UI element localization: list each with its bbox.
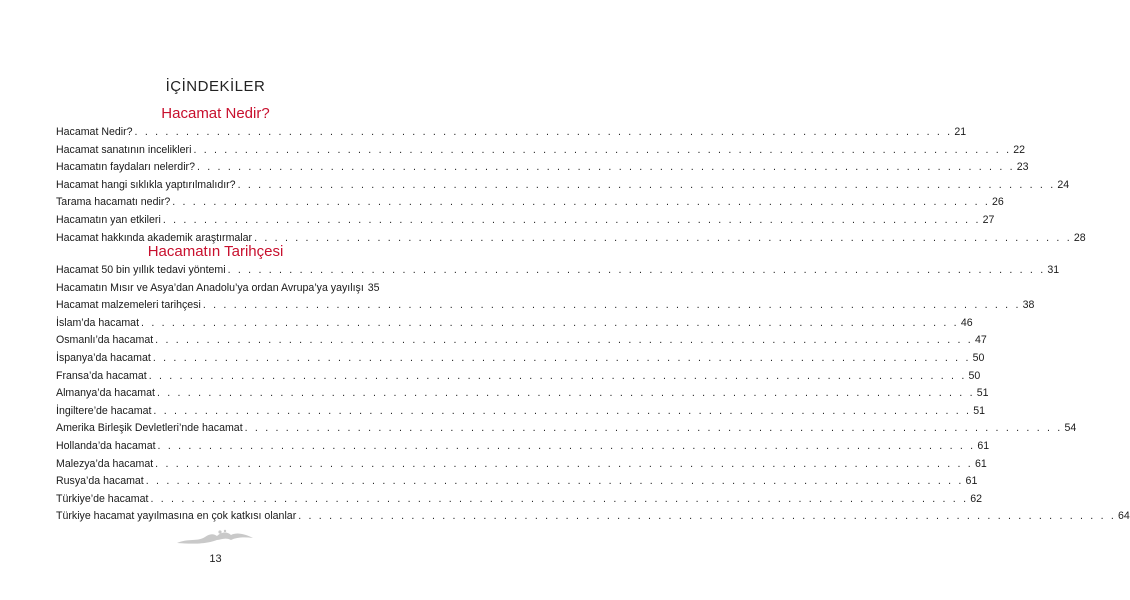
toc-entry-title: Hacamatın Mısır ve Asya’dan Anadolu’ya ordan Avrupa’ya yayılışı — [56, 281, 364, 294]
toc-entry-page: 21 — [954, 126, 967, 138]
toc-entry-title: Hacamatın faydaları nelerdir? — [56, 161, 195, 174]
toc-entry-title: Hacamat hakkında akademik araştırmalar — [56, 231, 253, 244]
toc-leader-dots: . . . . . . . . . . . . . . . . . . . . . . . . . . . . . . . . . . . . . . . . . . . . . . . . . . . . . . . . . . . . . . . . . . . . . . . . . . . . . . . . — [134, 126, 953, 138]
section-heading-hacamat-nedir: Hacamat Nedir? — [161, 105, 270, 122]
toc-entry — [56, 280, 380, 298]
toc-leader-dots: . . . . . . . . . . . . . . . . . . . . . . . . . . . . . . . . . . . . . . . . . . . . . . . . . . . . . . . . . . . . . . . . . . . . . . . . . . . . . . . . — [141, 316, 959, 329]
toc-entry — [56, 403, 985, 421]
toc-entry — [56, 194, 1004, 212]
toc-entry-page: 61 — [965, 475, 978, 488]
toc-entry — [56, 297, 1035, 315]
toc-leader-dots: . . . . . . . . . . . . . . . . . . . . . . . . . . . . . . . . . . . . . . . . . . . . . . . . . . . . . . . . . . . . . . . . . . . . . . . . . . . . . . . . — [148, 369, 967, 382]
toc-entry-title: Hacamat 50 bin yıllık tedavi yöntemi — [56, 264, 226, 276]
toc-entry — [56, 456, 987, 474]
toc-entry-title: Rusya’da hacamat — [56, 475, 144, 488]
toc-entry-page: 51 — [976, 387, 989, 400]
toc-entry — [56, 124, 967, 142]
toc-entry — [56, 177, 1070, 195]
toc-leader-dots: . . . . . . . . . . . . . . . . . . . . . . . . . . . . . . . . . . . . . . . . . . . . . . . . . . . . . . . . . . . . . . . . . . . . . . . . . . . . . . . . — [227, 264, 1046, 276]
toc-leader-dots: . . . . . . . . . . . . . . . . . . . . . . . . . . . . . . . . . . . . . . . . . . . . . . . . . . . . . . . . . . . . . . . . . . . . . . . . . . . . . . . . — [298, 510, 1117, 523]
decorative-swirl-icon — [175, 528, 255, 548]
toc-entry-page: 27 — [982, 213, 995, 226]
toc-entry-title: Amerika Birleşik Devletleri’nde hacamat — [56, 422, 243, 435]
toc-entry-page: 23 — [1016, 161, 1029, 174]
toc-entry-title: Türkiye’de hacamat — [56, 492, 149, 505]
toc-leader-dots: . . . . . . . . . . . . . . . . . . . . . . . . . . . . . . . . . . . . . . . . . . . . . . . . . . . . . . . . . . . . . . . . . . . . . . . . . . . . . . . . — [162, 213, 981, 226]
toc-entry-title: Hacamat malzemeleri tarihçesi — [56, 299, 201, 312]
toc-entry — [56, 212, 995, 230]
toc-entry-title: Malezya’da hacamat — [56, 457, 154, 470]
toc-leader-dots: . . . . . . . . . . . . . . . . . . . . . . . . . . . . . . . . . . . . . . . . . . . . . . . . . . . . . . . . . . . . . . . . . . . . . . . . . . . . . . . . — [196, 161, 1015, 174]
toc-entry-page: 26 — [992, 196, 1004, 209]
toc-entry — [56, 142, 1026, 160]
toc-entry-title: Almanya’da hacamat — [56, 387, 155, 400]
toc-entry-page: 61 — [977, 439, 990, 452]
toc-leader-dots: . . . . . . . . . . . . . . . . . . . . . . . . . . . . . . . . . . . . . . . . . . . . . . . . . . . . . . . . . . . . . . . . . . . . . . . . . . . . . . . . — [172, 196, 991, 209]
toc-entry-page: 51 — [973, 404, 985, 417]
toc-leader-dots: . . . . . . . . . . . . . . . . . . . . . . . . . . . . . . . . . . . . . . . . . . . . . . . . . . . . . . . . . . . . . . . . . . . . . . . . . . . . . . . . — [155, 334, 973, 347]
toc-entry-page: 22 — [1013, 143, 1026, 156]
toc-list-section-2 — [56, 262, 1130, 526]
toc-entry-page: 50 — [968, 369, 981, 382]
toc-entry-page: 54 — [1064, 422, 1077, 435]
toc-entry — [56, 385, 989, 403]
toc-leader-dots: . . . . . . . . . . . . . . . . . . . . . . . . . . . . . . . . . . . . . . . . . . . . . . . . . . . . . . . . . . . . . . . . . . . . . . . . . . . . . . . . — [157, 439, 976, 452]
toc-entry-title: Osmanlı’da hacamat — [56, 334, 154, 347]
toc-leader-dots: . . . . . . . . . . . . . . . . . . . . . . . . . . . . . . . . . . . . . . . . . . . . . . . . . . . . . . . . . . . . . . . . . . . . . . . . . . . . . . . . — [145, 475, 964, 488]
toc-entry-page: 62 — [970, 492, 983, 505]
toc-entry — [56, 262, 1060, 280]
toc-entry-title: Hacamat hangi sıklıkla yaptırılmalıdır? — [56, 178, 236, 191]
toc-entry-page: 35 — [367, 281, 380, 294]
toc-leader-dots: . . . . . . . . . . . . . . . . . . . . . . . . . . . . . . . . . . . . . . . . . . . . . . . . . . . . . . . . . . . . . . . . . . . . . . . . . . . . . . . . — [156, 387, 975, 400]
toc-leader-dots: . . . . . . . . . . . . . . . . . . . . . . . . . . . . . . . . . . . . . . . . . . . . . . . . . . . . . . . . . . . . . . . . . . . . . . . . . . . . . . . . — [202, 299, 1021, 312]
toc-entry — [56, 473, 978, 491]
section-heading-hacamat-tarihcesi: Hacamatın Tarihçesi — [147, 243, 284, 260]
toc-leader-dots: . . . . . . . . . . . . . . . . . . . . . . . . . . . . . . . . . . . . . . . . . . . . . . . . . . . . . . . . . . . . . . . . . . . . . . . . . . . . . . . . — [150, 492, 969, 505]
toc-entry-page: 50 — [972, 351, 985, 364]
toc-title: İÇİNDEKİLER — [165, 78, 266, 95]
toc-entry-title: Hacamatın yan etkileri — [56, 213, 161, 226]
toc-entry — [56, 420, 1077, 438]
toc-entry-title: İslam’da hacamat — [56, 316, 140, 329]
toc-entry-page: 38 — [1022, 299, 1035, 312]
toc-entry — [56, 332, 987, 350]
toc-entry-page: 47 — [974, 334, 987, 347]
toc-entry — [56, 491, 983, 509]
toc-entry-title: Tarama hacamatı nedir? — [56, 196, 171, 209]
toc-entry-page: 31 — [1047, 264, 1060, 276]
toc-entry — [56, 508, 1130, 526]
page-number: 13 — [209, 553, 222, 565]
toc-entry-title: Hacamat Nedir? — [56, 126, 133, 138]
toc-entry — [56, 368, 981, 386]
toc-entry — [56, 350, 985, 368]
toc-leader-dots: . . . . . . . . . . . . . . . . . . . . . . . . . . . . . . . . . . . . . . . . . . . . . . . . . . . . . . . . . . . . . . . . . . . . . . . . . . . . . . . . — [152, 351, 971, 364]
toc-leader-dots: . . . . . . . . . . . . . . . . . . . . . . . . . . . . . . . . . . . . . . . . . . . . . . . . . . . . . . . . . . . . . . . . . . . . . . . . . . . . . . . . — [155, 457, 973, 470]
toc-entry-page: 24 — [1057, 178, 1070, 191]
toc-entry-page: 28 — [1073, 231, 1086, 244]
toc-leader-dots: . . . . . . . . . . . . . . . . . . . . . . . . . . . . . . . . . . . . . . . . . . . . . . . . . . . . . . . . . . . . . . . . . . . . . . . . . . . . . . . . — [254, 231, 1072, 244]
toc-list-section-1 — [56, 124, 1086, 247]
toc-leader-dots: . . . . . . . . . . . . . . . . . . . . . . . . . . . . . . . . . . . . . . . . . . . . . . . . . . . . . . . . . . . . . . . . . . . . . . . . . . . . . . . . — [193, 143, 1012, 156]
toc-entry — [56, 315, 973, 333]
toc-entry-title: Hacamat sanatının incelikleri — [56, 143, 192, 156]
toc-entry-title: İspanya’da hacamat — [56, 351, 151, 364]
toc-entry-page: 46 — [960, 316, 973, 329]
toc-entry — [56, 438, 990, 456]
toc-leader-dots: . . . . . . . . . . . . . . . . . . . . . . . . . . . . . . . . . . . . . . . . . . . . . . . . . . . . . . . . . . . . . . . . . . . . . . . . . . . . . . . . — [153, 404, 972, 417]
toc-entry-title: Türkiye hacamat yayılmasına en çok katkısı olanlar — [56, 510, 297, 523]
toc-entry-title: Hollanda’da hacamat — [56, 439, 156, 452]
toc-leader-dots: . . . . . . . . . . . . . . . . . . . . . . . . . . . . . . . . . . . . . . . . . . . . . . . . . . . . . . . . . . . . . . . . . . . . . . . . . . . . . . . . — [244, 422, 1063, 435]
toc-entry-title: Fransa’da hacamat — [56, 369, 147, 382]
toc-entry — [56, 159, 1029, 177]
toc-leader-dots: . . . . . . . . . . . . . . . . . . . . . . . . . . . . . . . . . . . . . . . . . . . . . . . . . . . . . . . . . . . . . . . . . . . . . . . . . . . . . . . . — [237, 178, 1056, 191]
toc-entry-title: İngiltere’de hacamat — [56, 404, 152, 417]
toc-entry-page: 64 — [1118, 510, 1130, 523]
toc-entry-page: 61 — [974, 457, 987, 470]
